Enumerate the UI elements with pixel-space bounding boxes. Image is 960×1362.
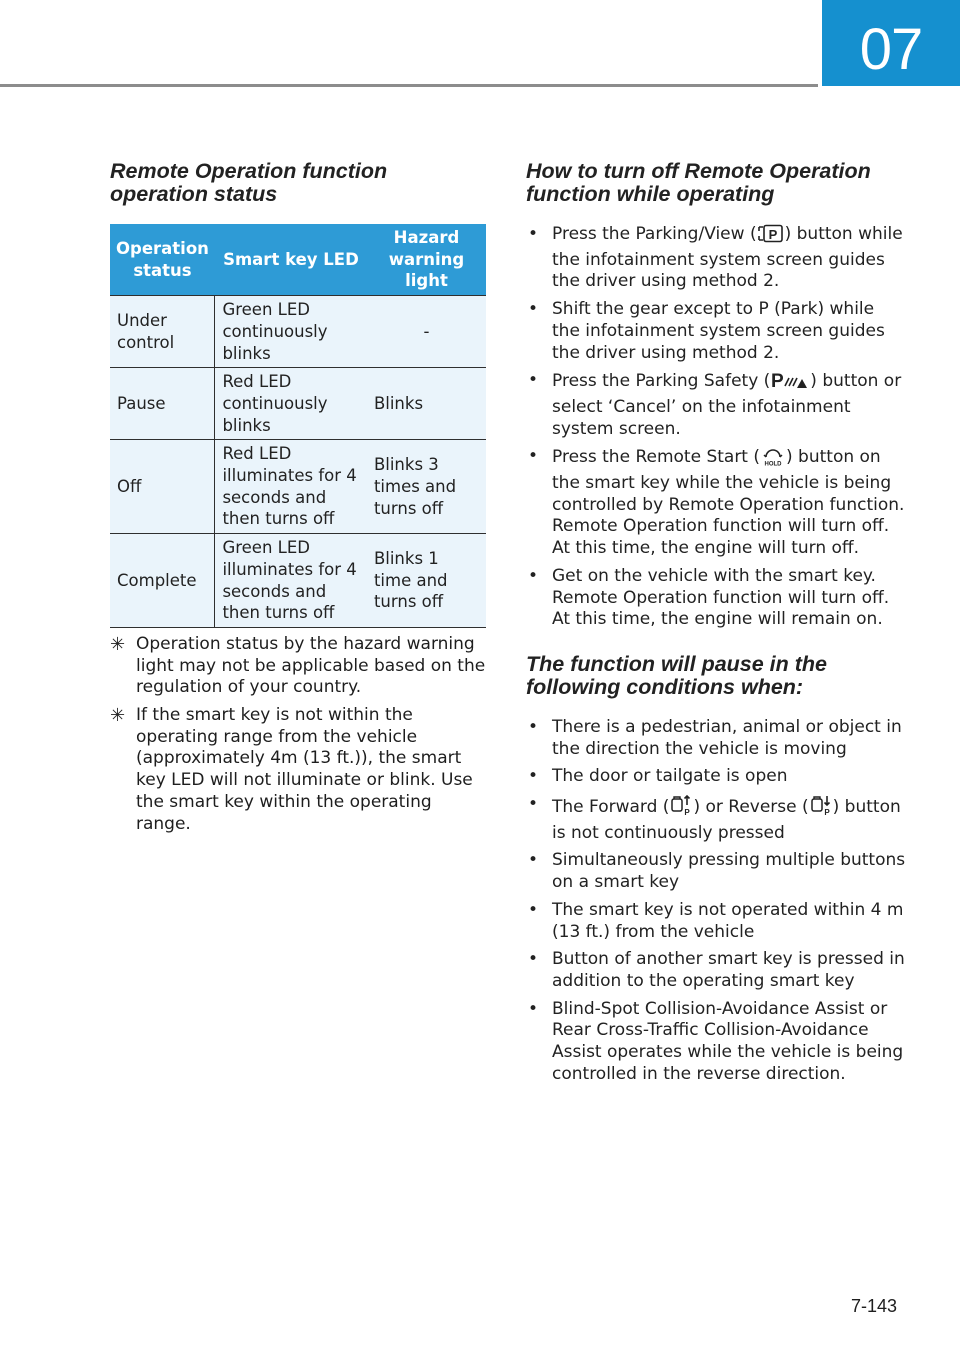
list-item: • Shift the gear except to P (Park) while the infotainment system screen guides the driver using method 2.	[526, 299, 906, 364]
remote-start-hold-icon	[761, 446, 785, 473]
forward-icon	[670, 794, 692, 823]
heading-line: following conditions when:	[526, 674, 804, 699]
heading-line: function while operating	[526, 182, 775, 206]
led-cell: Red LED illuminates for 4 seconds and then turns off	[215, 440, 367, 534]
note	[110, 634, 488, 699]
heading-line: operation status	[110, 182, 278, 206]
operation-status-heading	[110, 160, 488, 206]
left-column	[110, 160, 488, 841]
turn-off-heading	[526, 160, 906, 206]
list-item: • The Forward ( P ) or Reverse ( P ) button is not continuously pressed	[526, 794, 906, 844]
heading-line: How to turn off Remote Operation	[526, 159, 871, 183]
list-item: • The door or tailgate is open	[526, 766, 906, 788]
list-item: • There is a pedestrian, animal or object in the direction the vehicle is moving	[526, 717, 906, 760]
operation-status-table	[110, 224, 486, 628]
led-cell: Green LED continuously blinks	[215, 296, 367, 368]
table-row	[110, 296, 486, 368]
table-row	[110, 534, 486, 628]
hazard-cell: -	[367, 296, 486, 368]
list-item: • Press the Parking/View ( P ) button while the infotainment system screen guides the driver using method 2.	[526, 224, 906, 293]
header-rule	[0, 84, 818, 87]
column-header-hazard-warning-light: Hazard warning light	[367, 224, 486, 296]
led-cell: Red LED continuously blinks	[215, 368, 367, 440]
svg-text:P: P	[684, 808, 691, 817]
note-text: If the smart key is not within the operating range from the vehicle (approximately 4m (13 ft.)), the smart key LED will not illuminate or blink. Use the smart key within the operating range.	[136, 705, 473, 834]
note-text: Operation status by the hazard warning light may not be applicable based on the regulation of your country.	[136, 633, 486, 698]
svg-text:P: P	[823, 808, 830, 817]
status-cell: Under control	[110, 296, 215, 368]
asterisk-icon: ✳	[110, 705, 126, 727]
list-item: • Press the Parking Safety ( P ) button or select ‘Cancel’ on the infotainment system screen.	[526, 370, 906, 440]
list-item: • Button of another smart key is pressed in addition to the operating smart key	[526, 949, 906, 992]
asterisk-icon: ✳	[110, 633, 126, 655]
list-item: • Blind-Spot Collision-Avoidance Assist or Rear Cross-Traffic Collision-Avoidance Assist operates while the vehicle is being controlled in the reverse direction.	[526, 999, 906, 1086]
list-item: • Get on the vehicle with the smart key. Remote Operation function will turn off. At this time, the engine will remain on.	[526, 566, 906, 631]
notes	[110, 634, 488, 835]
parking-view-icon	[758, 224, 784, 250]
reverse-icon	[810, 794, 832, 823]
pause-conditions-heading	[526, 653, 906, 699]
page-number: 7-143	[850, 1296, 897, 1316]
list-item: • Press the Remote Start ( HOLD ) button on the smart key while the vehicle is being controlled by Remote Operation function. Remote Operation function will turn off. At this time, the engine will turn off.	[526, 446, 906, 560]
pause-conditions-list	[526, 717, 906, 1086]
svg-text:HOLD: HOLD	[764, 461, 782, 467]
svg-text:P: P	[771, 371, 784, 391]
led-cell: Green LED illuminates for 4 seconds and then turns off	[215, 534, 367, 628]
parking-safety-icon	[771, 370, 809, 397]
chapter-tab: 07	[822, 0, 960, 86]
hazard-cell: Blinks 1 time and turns off	[367, 534, 486, 628]
right-column	[526, 160, 906, 1092]
column-header-operation-status: Operation status	[110, 224, 215, 296]
heading-line: The function will pause in the	[526, 651, 828, 676]
note	[110, 705, 488, 835]
status-cell: Off	[110, 440, 215, 534]
heading-line: Remote Operation function	[110, 159, 388, 183]
turn-off-list	[526, 224, 906, 631]
hazard-cell: Blinks 3 times and turns off	[367, 440, 486, 534]
table-header-row	[110, 224, 486, 296]
hazard-cell: Blinks	[367, 368, 486, 440]
svg-text:P: P	[768, 227, 777, 242]
table-row	[110, 368, 486, 440]
table-row	[110, 440, 486, 534]
list-item: • The smart key is not operated within 4 m (13 ft.) from the vehicle	[526, 900, 906, 943]
status-cell: Complete	[110, 534, 215, 628]
column-header-smart-key-led: Smart key LED	[215, 224, 367, 296]
list-item: • Simultaneously pressing multiple buttons on a smart key	[526, 850, 906, 893]
status-cell: Pause	[110, 368, 215, 440]
